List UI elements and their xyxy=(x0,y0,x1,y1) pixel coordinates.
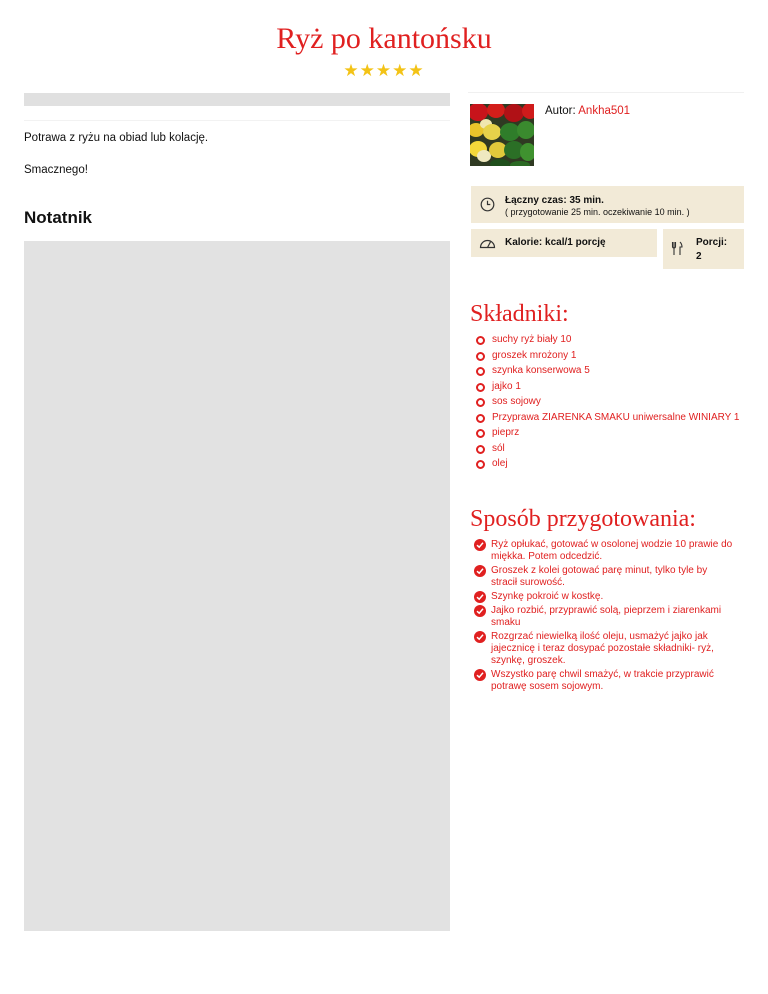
check-icon xyxy=(474,565,486,577)
clock-icon xyxy=(480,197,495,217)
ingredient-item[interactable]: szynka konserwowa 5 xyxy=(476,364,744,377)
step-item[interactable]: Jajko rozbić, przyprawić solą, pieprzem i ziarenkami smaku xyxy=(474,605,736,629)
bullet-icon xyxy=(476,445,485,454)
servings-value: 2 xyxy=(696,251,702,262)
bullet-icon xyxy=(476,414,485,423)
ingredient-item[interactable]: suchy ryż biały 10 xyxy=(476,333,744,346)
servings-label: Porcji: xyxy=(696,237,728,248)
author-link[interactable]: Ankha501 xyxy=(578,105,631,117)
ingredient-item[interactable]: Przyprawa ZIARENKA SMAKU uniwersalne WINIARY 1 xyxy=(476,411,744,424)
check-icon xyxy=(474,669,486,681)
step-item[interactable]: Ryż opłukać, gotować w osolonej wodzie 10 prawie do miękka. Potem odcedzić. xyxy=(474,539,736,563)
bullet-icon xyxy=(476,460,485,469)
ingredient-item[interactable]: jajko 1 xyxy=(476,380,744,393)
bullet-icon xyxy=(476,383,485,392)
servings-box xyxy=(663,229,744,269)
ingredients-heading: Składniki: xyxy=(470,301,569,327)
ingredient-item[interactable]: sos sojowy xyxy=(476,395,744,408)
bullet-icon xyxy=(476,429,485,438)
bullet-icon xyxy=(476,398,485,407)
bullet-icon xyxy=(476,367,485,376)
recipe-description xyxy=(24,131,444,195)
servings xyxy=(696,236,727,264)
description-line: Potrawa z ryżu na obiad lub kolację. xyxy=(24,132,209,144)
total-time: Łączny czas: 35 min. xyxy=(505,195,604,206)
check-icon xyxy=(474,591,486,603)
step-item[interactable]: Rozgrzać niewielką ilość oleju, usmażyć jajko jak jajecznicę i teraz dosypać pozostałe składniki- ryż, szynkę, groszek. xyxy=(474,631,736,667)
ingredient-item[interactable]: sól xyxy=(476,442,744,455)
utensils-icon xyxy=(671,241,683,261)
bullet-icon xyxy=(476,336,485,345)
step-item[interactable]: Wszystko parę chwil smażyć, w trakcie przyprawić potrawę sosem sojowym. xyxy=(474,669,736,693)
check-icon xyxy=(474,605,486,617)
calories-box xyxy=(471,229,657,257)
ingredients-list xyxy=(476,333,744,473)
preparation-steps xyxy=(474,539,736,695)
description-line: Smacznego! xyxy=(24,164,88,176)
calories: Kalorie: kcal/1 porcję xyxy=(505,237,606,248)
rating-stars[interactable]: ★★★★★ xyxy=(343,61,425,80)
recipe-title: Ryż po kantońsku xyxy=(276,22,492,55)
preparation-heading: Sposób przygotowania: xyxy=(470,506,696,532)
total-time-box xyxy=(471,186,744,223)
recipe-photo[interactable] xyxy=(470,104,534,166)
divider xyxy=(24,120,450,121)
ingredient-item[interactable]: pieprz xyxy=(476,426,744,439)
time-breakdown: ( przygotowanie 25 min. oczekiwanie 10 min. ) xyxy=(505,207,690,217)
check-icon xyxy=(474,631,486,643)
author-label: Autor: xyxy=(545,105,579,117)
step-item[interactable]: Szynkę pokroić w kostkę. xyxy=(474,591,736,603)
ingredient-item[interactable]: groszek mrożony 1 xyxy=(476,349,744,362)
ingredient-item[interactable]: olej xyxy=(476,457,744,470)
check-icon xyxy=(474,539,486,551)
divider xyxy=(468,92,744,93)
left-top-placeholder xyxy=(24,93,450,106)
notes-heading: Notatnik xyxy=(24,208,92,227)
bullet-icon xyxy=(476,352,485,361)
author xyxy=(545,105,630,117)
gauge-icon xyxy=(479,236,496,254)
notes-area[interactable] xyxy=(24,241,450,931)
step-item[interactable]: Groszek z kolei gotować parę minut, tylko tyle by stracił surowość. xyxy=(474,565,736,589)
